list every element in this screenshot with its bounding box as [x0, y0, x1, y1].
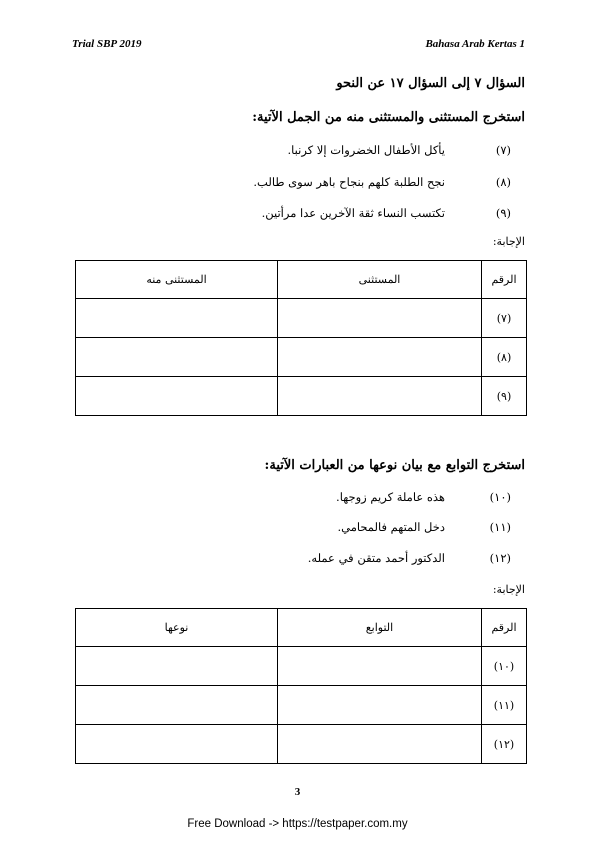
section-heading: السؤال ٧ إلى السؤال ١٧ عن النحو: [336, 76, 525, 91]
question-number: (١٢): [489, 551, 511, 565]
answer-cell[interactable]: [76, 686, 278, 725]
table-row: [76, 299, 527, 338]
row-number: (٧): [482, 299, 527, 338]
table-row: [76, 338, 527, 377]
answer-label: الإجابة:: [492, 583, 525, 596]
header-left: Trial SBP 2019: [72, 38, 142, 50]
header-tawabi: التوابع: [278, 609, 482, 647]
header-type: نوعها: [76, 609, 278, 647]
page-number: 3: [294, 786, 301, 798]
question-text: نجح الطلبة كلهم بنجاح باهر سوى طالب.: [253, 175, 445, 189]
question-text: هذه عاملة كريم زوجها.: [336, 490, 445, 504]
question-text: تكتسب النساء ثقة الآخرين عدا مرأتين.: [261, 206, 445, 220]
answer-cell[interactable]: [76, 299, 278, 338]
question-11: [70, 520, 525, 538]
table-row: [76, 647, 527, 686]
question-8: [70, 175, 525, 193]
question-7: [70, 143, 525, 161]
header-number: الرقم: [482, 609, 527, 647]
row-number: (٩): [482, 377, 527, 416]
question-number: (١٠): [489, 490, 511, 504]
question-text: يأكل الأطفال الخضروات إلا كرنبا.: [287, 143, 445, 157]
answer-cell[interactable]: [76, 647, 278, 686]
table-header-row: [76, 261, 527, 299]
answer-cell[interactable]: [278, 299, 482, 338]
row-number: (١٢): [482, 725, 527, 764]
answer-cell[interactable]: [278, 377, 482, 416]
section1-instruction: استخرج المستثنى والمستثنى منه من الجمل الآتية:: [252, 110, 525, 125]
answer-cell[interactable]: [76, 338, 278, 377]
row-number: (١٠): [482, 647, 527, 686]
row-number: (٨): [482, 338, 527, 377]
answer-cell[interactable]: [278, 725, 482, 764]
answer-label: الإجابة:: [492, 235, 525, 248]
table-row: [76, 377, 527, 416]
table-header-row: [76, 609, 527, 647]
answer-table-1: [75, 260, 527, 416]
question-text: الدكتور أحمد متقن في عمله.: [307, 551, 445, 565]
section2-instruction: استخرج التوابع مع بيان نوعها من العبارات الآتية:: [264, 458, 525, 473]
question-10: [70, 490, 525, 508]
answer-cell[interactable]: [278, 686, 482, 725]
answer-cell[interactable]: [278, 338, 482, 377]
question-12: [70, 551, 525, 569]
table-row: [76, 725, 527, 764]
table-row: [76, 686, 527, 725]
answer-cell[interactable]: [278, 647, 482, 686]
question-number: (٨): [495, 175, 511, 189]
header-right: Bahasa Arab Kertas 1: [425, 38, 525, 50]
footer-download-text: Free Download -> https://testpaper.com.my: [187, 818, 408, 830]
header-number: الرقم: [482, 261, 527, 299]
question-number: (٧): [495, 143, 511, 157]
question-number: (٩): [495, 206, 511, 220]
header-mustathna: المستثنى: [278, 261, 482, 299]
row-number: (١١): [482, 686, 527, 725]
header-mustathna-minhu: المستثنى منه: [76, 261, 278, 299]
answer-cell[interactable]: [76, 377, 278, 416]
question-number: (١١): [489, 520, 511, 534]
question-text: دخل المتهم فالمحامي.: [337, 520, 445, 534]
answer-table-2: [75, 608, 527, 764]
question-9: [70, 206, 525, 224]
answer-cell[interactable]: [76, 725, 278, 764]
